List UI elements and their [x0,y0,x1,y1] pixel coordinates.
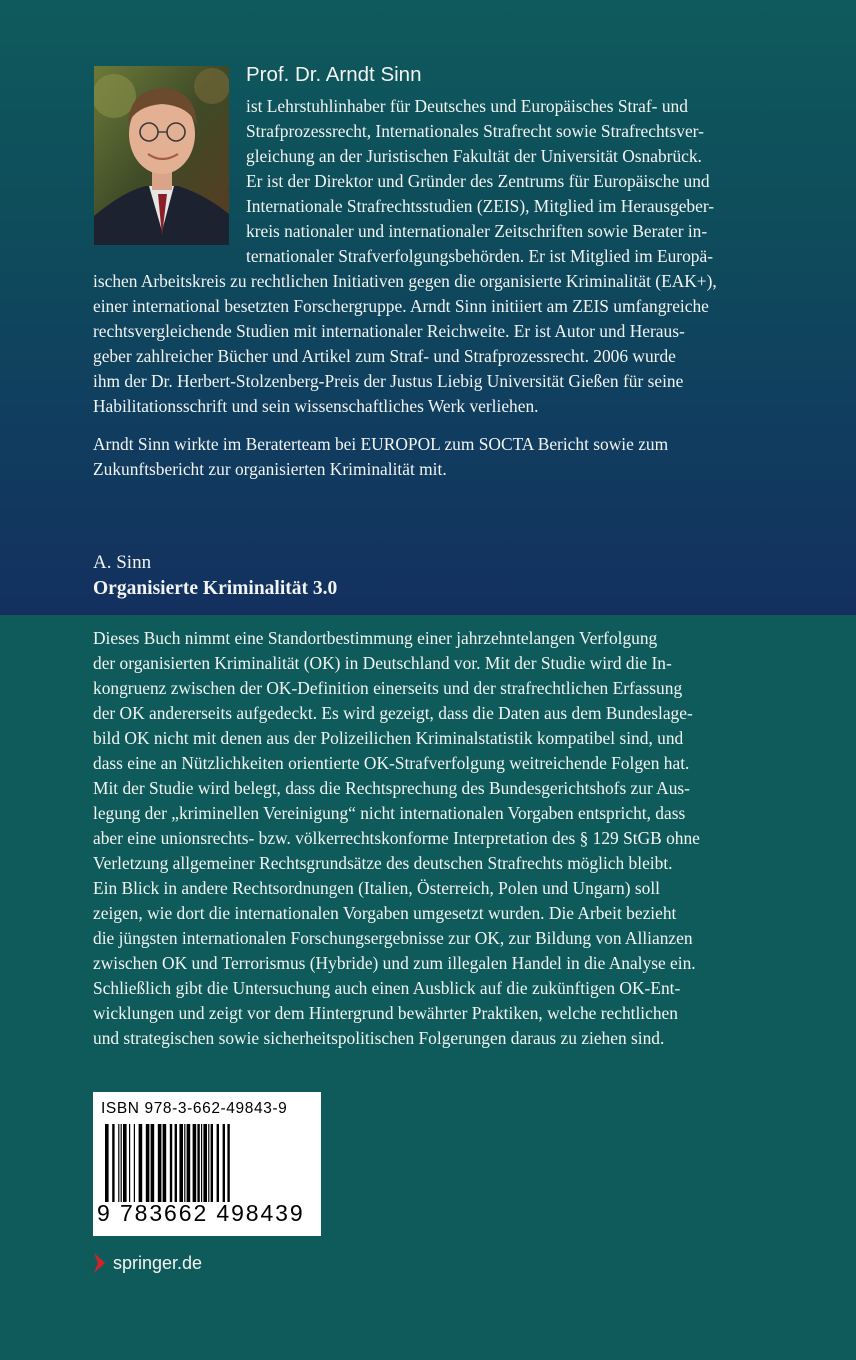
barcode-bar [105,1124,109,1202]
bio-line: Habilitationsschrift und sein wissenschaftliches Werk verliehen. [93,396,539,416]
bio-extra-line: Arndt Sinn wirkte im Beraterteam bei EUROPOL zum SOCTA Bericht sowie zum [93,434,669,454]
barcode-bar [203,1124,207,1202]
barcode-bar [163,1124,167,1202]
author-photo [94,66,229,245]
description-line: Mit der Studie wird belegt, dass die Rechtsprechung des Bundesgerichtshofs zur Aus- [93,778,690,798]
barcode-bar [187,1124,191,1202]
bio-extra-line: Zukunftsbericht zur organisierten Kriminalität mit. [93,459,447,479]
barcode-bar [211,1124,213,1202]
barcode-bar [146,1124,150,1202]
bio-line: gleichung an der Juristischen Fakultät der Universität Osnabrück. [246,146,702,166]
barcode-digits: 9 783662 498439 [97,1200,305,1226]
book-title: Organisierte Kriminalität 3.0 [93,578,338,599]
description-line: zwischen OK und Terrorismus (Hybride) und zum illegalen Handel in die Analyse ein. [93,953,696,973]
barcode-bar [129,1124,130,1202]
description-line: wicklungen und zeigt vor dem Hintergrund bewährter Praktiken, welche rechtlichen [93,1003,678,1023]
bio-line: einer international besetzten Forschergruppe. Arndt Sinn initiiert am ZEIS umfangreiche [93,296,709,316]
barcode-bar [193,1124,197,1202]
book-author: A. Sinn [93,552,152,573]
author-name: Prof. Dr. Arndt Sinn [246,63,422,86]
bio-line: Internationale Strafrechtsstudien (ZEIS), Mitglied im Herausgeber- [246,196,715,216]
description-line: Verletzung allgemeiner Rechtsgrundsätze des deutschen Strafrechts möglich bleibt. [93,853,673,873]
bio-line: Strafprozessrecht, Internationales Strafrecht sowie Strafrechtsver- [246,121,704,141]
publisher-logo [93,1252,202,1274]
description-line: bild OK nicht mit denen aus der Polizeilichen Kriminalstatistik kompatibel sind, und [93,728,684,748]
description-line: der OK andererseits aufgedeckt. Es wird gezeigt, dass die Daten aus dem Bundeslage- [93,703,693,723]
barcode-bar [139,1124,143,1202]
isbn-label: ISBN 978-3-662-49843-9 [101,1100,288,1117]
bio-line: kreis nationaler und internationaler Zeitschriften sowie Berater in- [246,221,708,241]
bio-line: geber zahlreicher Bücher und Artikel zum Straf- und Strafprozessrecht. 2006 wurde [93,346,676,366]
bio-line: ternationaler Strafverfolgungsbehörden. Er ist Mitglied im Europä- [246,246,713,266]
isbn-barcode [93,1092,321,1236]
description-line: Ein Blick in andere Rechtsordnungen (Italien, Österreich, Polen und Ungarn) soll [93,878,660,898]
description-line: kongruenz zwischen der OK-Definition einerseits und der strafrechtlichen Erfassung [93,678,683,698]
barcode-bar [134,1124,135,1202]
barcode-bar [170,1124,172,1202]
barcode-bar [201,1124,202,1202]
barcode-bar [175,1124,177,1202]
description-line: zeigen, wie dort die internationalen Vorgaben umgesetzt wurden. Die Arbeit bezieht [93,903,677,923]
description-line: und strategischen sowie sicherheitspolitischen Folgerungen daraus zu ziehen sind. [93,1028,665,1048]
barcode-bar [118,1124,119,1202]
springer-chevron-icon [93,1252,107,1274]
description-line: dass eine an Nützlichkeiten orientierte OK-Strafverfolgung weitreichende Folgen hat. [93,753,690,773]
description-line: legung der „kriminellen Vereinigung“ nicht internationalen Vorgaben entspricht, dass [93,803,686,823]
barcode-bar [123,1124,127,1202]
bio-line: ihm der Dr. Herbert-Stolzenberg-Preis der Justus Liebig Universität Gießen für seine [93,371,684,391]
barcode-bars [101,1124,313,1204]
bio-line: ist Lehrstuhlinhaber für Deutsches und Europäisches Straf- und [246,96,688,116]
barcode-bar [179,1124,183,1202]
bio-line: Er ist der Direktor und Gründer des Zentrums für Europäische und [246,171,710,191]
barcode-bar [184,1124,185,1202]
description-line: der organisierten Kriminalität (OK) in Deutschland vor. Mit der Studie wird die In- [93,653,672,673]
barcode-bar [121,1124,122,1202]
barcode-bar [208,1124,209,1202]
barcode-bar [158,1124,162,1202]
description-line: aber eine unionsrechts- bzw. völkerrechtskonforme Interpretation des § 129 StGB ohne [93,828,700,848]
barcode-bar [151,1124,155,1202]
publisher-url: springer.de [113,1252,203,1273]
description-line: die jüngsten internationalen Forschungsergebnisse zur OK, zur Bildung von Allianzen [93,928,693,948]
description-line: Dieses Buch nimmt eine Standortbestimmung einer jahrzehntelangen Verfolgung [93,628,658,648]
barcode-bar [112,1124,114,1202]
barcode-bar [217,1124,219,1202]
description-line: Schließlich gibt die Untersuchung auch einen Ausblick auf die zukünftigen OK-Ent- [93,978,681,998]
barcode-bar [197,1124,199,1202]
barcode-bar [227,1124,229,1202]
bio-line: rechtsvergleichende Studien mit internationaler Reichweite. Er ist Autor und Heraus- [93,321,685,341]
barcode-bar [223,1124,225,1202]
bio-line: ischen Arbeitskreis zu rechtlichen Initiativen gegen die organisierte Kriminalität (EAK+), [93,271,717,291]
